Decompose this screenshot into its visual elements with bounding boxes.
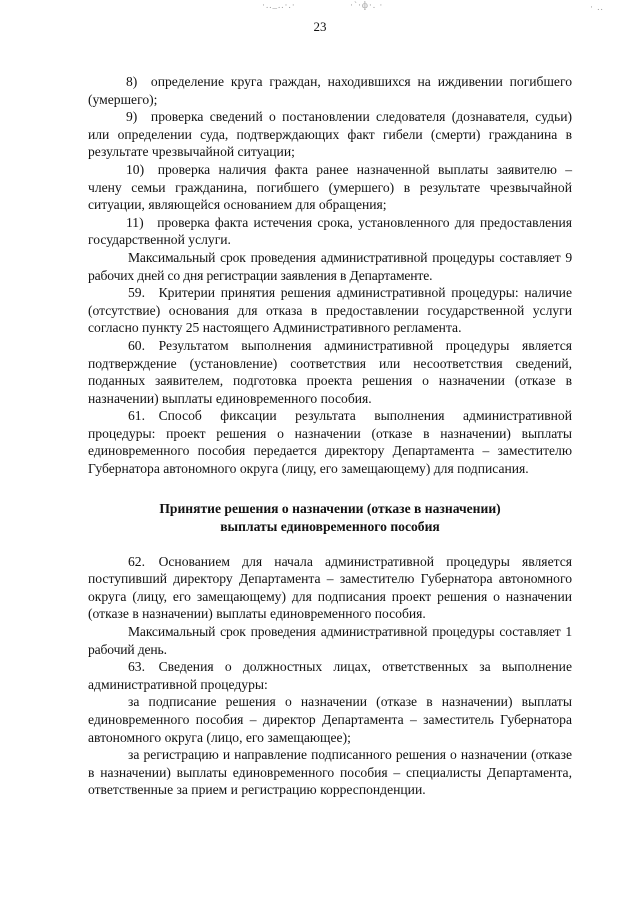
responsible-signing: за подписание решения о назначении (отказе в назначении) выплаты единовременного пособия – директор Департамента – заместитель Губернатора автономного округа (лицо, его замещающее); [88,694,572,745]
scan-artifact: ·.._..·.· [262,0,296,10]
document-body [88,73,572,799]
list-item-9: 9) проверка сведений о постановлении следователя (дознавателя, судьи) или определении суда, подтверждающих факт гибели (смерти) гражданина в результате чрезвычайной ситуации; [88,109,572,160]
list-item-10: 10) проверка наличия факта ранее назначенной выплаты заявителю – члену семьи гражданина, погибшего (умершего) в результате чрезвычайной ситуации, являющейся основанием для обращения; [88,161,572,213]
section-heading-line-2: выплаты единовременного пособия [220,518,440,534]
page-number: 23 [313,19,327,34]
section-heading [88,500,572,536]
scan-artifact: · .. [590,2,604,12]
scan-artifact: ·`·ф·. · [350,0,384,10]
section-heading-line-1: Принятие решения о назначении (отказе в назначении) [159,500,501,516]
paragraph-max-term: Максимальный срок проведения административной процедуры составляет 9 рабочих дней со дня регистрации заявления в Департаменте. [88,249,572,283]
clause-60: 60. Результатом выполнения административной процедуры является подтверждение (установление) соответствия или несоответствия сведений, поданных заявителем, подготовка проекта решения о назначении (отказе в назначении) выплаты единовременного пособия. [88,337,572,406]
list-item-11: 11) проверка факта истечения срока, установленного для предоставления государственной услуги. [88,214,572,248]
clause-61: 61. Способ фиксации результата выполнения административной процедуры: проект решения о назначении (отказе в назначении) выплаты единовременного пособия передается директору Департамента – заместителю Губернатора автономного округа (лицу, его замещающему) для подписания. [88,408,572,477]
clause-62: 62. Основанием для начала административной процедуры является поступивший директору Департамента – заместителю Губернатора автономного округа (лицу, его замещающему) для подписания проект решения о назначении (отказе в назначении) выплаты единовременного пособия. [88,553,572,622]
responsible-registration: за регистрацию и направление подписанного решения о назначении (отказе в назначении) выплаты единовременного пособия – специалисты Департамента, ответственные за прием и регистрацию корреспонденции. [88,747,572,798]
clause-63: 63. Сведения о должностных лицах, ответственных за выполнение административной процедуры: [88,659,572,692]
list-item-8: 8) определение круга граждан, находившихся на иждивении погибшего (умершего); [88,74,572,107]
paragraph-max-term-2: Максимальный срок проведения административной процедуры составляет 1 рабочий день. [88,624,572,657]
clause-59: 59. Критерии принятия решения административной процедуры: наличие (отсутствие) основания для отказа в предоставлении государственной услуги согласно пункту 25 настоящего Административного регламента. [88,285,572,336]
